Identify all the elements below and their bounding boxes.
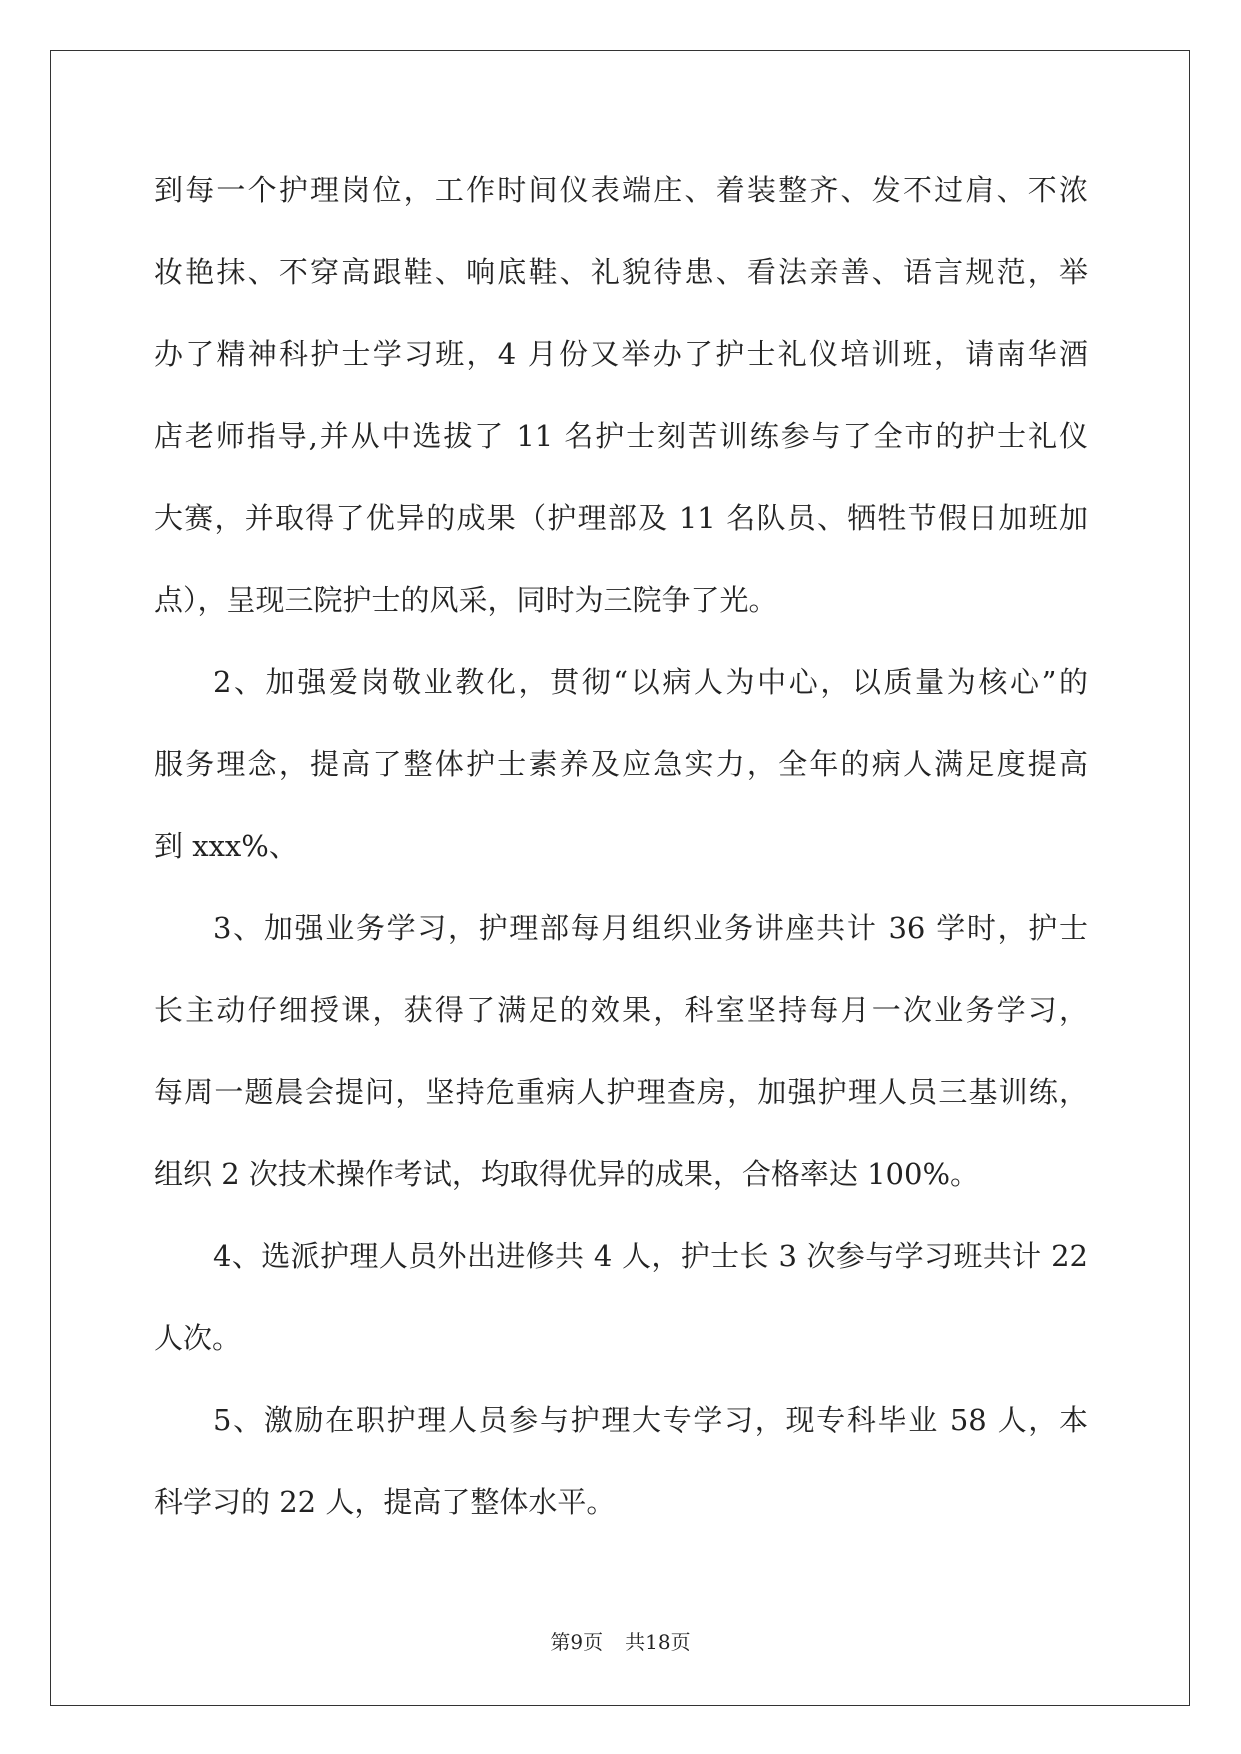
paragraph-5	[154, 1379, 1088, 1543]
text-line: 点），呈现三院护士的风采，同时为三院争了光。	[154, 583, 778, 617]
page-number: 第9页	[550, 1630, 604, 1654]
paragraph-4	[154, 1215, 1088, 1379]
text-line: 到每一个护理岗位，工作时间仪表端庄、着装整齐、发不过肩、不浓	[154, 173, 1088, 207]
text-line: 办了精神科护士学习班，4 月份又举办了护士礼仪培训班，请南华酒	[154, 337, 1088, 371]
page-total: 共18页	[625, 1630, 691, 1654]
text-line: 妆艳抹、不穿高跟鞋、响底鞋、礼貌待患、看法亲善、语言规范，举	[154, 255, 1088, 289]
paragraph-3	[154, 887, 1088, 1215]
text-line: 4、选派护理人员外出进修共 4 人，护士长 3 次参与学习班共计 22	[213, 1239, 1088, 1273]
text-line: 服务理念，提高了整体护士素养及应急实力，全年的病人满足度提高	[154, 747, 1088, 781]
text-line: 人次。	[154, 1321, 242, 1355]
text-line: 每周一题晨会提问，坚持危重病人护理查房，加强护理人员三基训练，	[154, 1075, 1088, 1109]
page-footer	[0, 1628, 1241, 1656]
text-line: 2、加强爱岗敬业教化，贯彻“以病人为中心，以质量为核心”的	[213, 665, 1088, 699]
text-line: 大赛，并取得了优异的成果（护理部及 11 名队员、牺牲节假日加班加	[154, 501, 1088, 535]
text-line: 3、加强业务学习，护理部每月组织业务讲座共计 36 学时，护士	[213, 911, 1088, 945]
text-line: 店老师指导,并从中选拔了 11 名护士刻苦训练参与了全市的护士礼仪	[154, 419, 1088, 453]
paragraph-2	[154, 641, 1088, 887]
text-line: 5、激励在职护理人员参与护理大专学习，现专科毕业 58 人，本	[213, 1403, 1088, 1437]
text-line: 到 xxx%、	[154, 829, 298, 863]
text-line: 科学习的 22 人，提高了整体水平。	[154, 1485, 616, 1519]
text-line: 长主动仔细授课，获得了满足的效果，科室坚持每月一次业务学习，	[154, 993, 1088, 1027]
document-body	[154, 149, 1088, 1543]
text-line: 组织 2 次技术操作考试，均取得优异的成果，合格率达 100%。	[154, 1157, 980, 1191]
paragraph-1	[154, 149, 1088, 641]
